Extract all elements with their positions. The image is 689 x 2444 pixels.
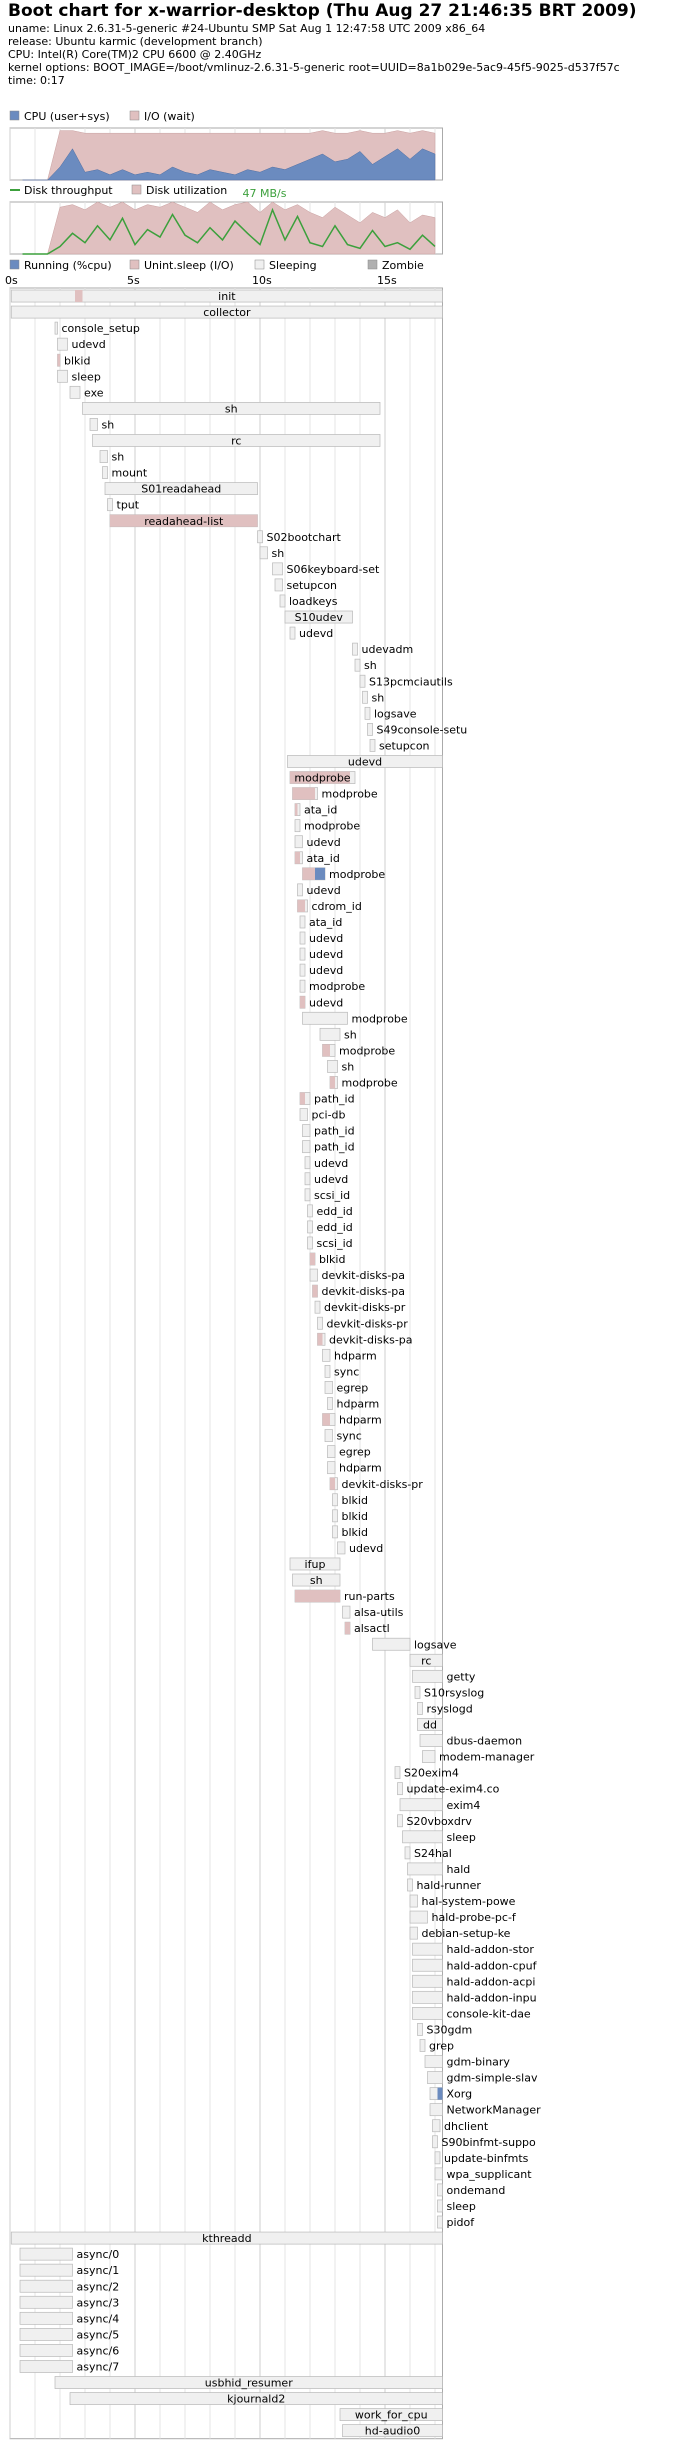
process-bar (413, 1943, 443, 1955)
process-bar (333, 1526, 338, 1538)
process-label: exe (84, 386, 104, 400)
process-label: edd_id (316, 1204, 353, 1218)
process-label: udevd (347, 755, 383, 769)
process-label: exim4 (446, 1798, 481, 1812)
process-bar (413, 2007, 443, 2019)
process-bar (90, 418, 98, 430)
process-bar (290, 627, 295, 639)
process-bar (300, 932, 305, 944)
process-label: kjournald2 (227, 2392, 286, 2406)
process-label: tput (116, 498, 140, 512)
process-bar (20, 2264, 73, 2276)
process-label: devkit-disks-pa (329, 1333, 413, 1347)
process-bar (318, 1317, 323, 1329)
process-io-segment (300, 1093, 305, 1105)
process-label: modprobe (294, 771, 351, 785)
process-label: grep (429, 2039, 455, 2053)
legend-sleeping-swatch (255, 260, 264, 269)
process-label: S49console-setu (376, 723, 468, 737)
process-bar (300, 980, 305, 992)
process-bar (398, 1783, 403, 1795)
process-label: modprobe (341, 1076, 398, 1090)
legend-disk-utilization-label: Disk utilization (146, 184, 228, 197)
process-bar (413, 1959, 443, 1971)
uname-line: uname: Linux 2.6.31-5-generic #24-Ubuntu SMP Sat Aug 1 12:47:58 UTC 2009 x86_64 (8, 22, 486, 35)
process-label: S01readahead (141, 482, 222, 496)
process-bar (373, 1638, 411, 1650)
process-label: pidof (446, 2216, 475, 2230)
process-bar (418, 2023, 423, 2035)
process-label: console_setup (61, 322, 140, 336)
process-bar (438, 2200, 443, 2212)
process-bar (433, 2120, 441, 2132)
process-label: S10udev (294, 611, 343, 625)
disk-peak-label: 47 MB/s (242, 187, 287, 200)
process-label: udevd (309, 996, 344, 1010)
process-label: logsave (414, 1638, 457, 1652)
process-bar (338, 1542, 346, 1554)
process-bar (420, 2039, 425, 2051)
process-label: S10rsyslog (424, 1686, 485, 1700)
process-io-segment (293, 788, 316, 800)
process-label: sh (341, 1060, 355, 1074)
process-label: rc (421, 1654, 432, 1668)
release-line: release: Ubuntu karmic (development branch) (8, 35, 263, 48)
process-label: modem-manager (439, 1750, 535, 1764)
process-label: modprobe (304, 819, 361, 833)
process-bar (20, 2280, 73, 2292)
process-label: setupcon (379, 739, 430, 753)
process-io-segment (58, 354, 61, 366)
process-label: cdrom_id (311, 899, 362, 913)
process-bar (420, 1735, 443, 1747)
process-label: modprobe (309, 980, 366, 994)
process-io-segment (303, 868, 316, 880)
process-bar (20, 2360, 73, 2372)
process-bar (425, 2056, 443, 2068)
process-bar (333, 1494, 338, 1506)
process-bar (305, 1173, 310, 1185)
process-label: S13pcmciautils (369, 675, 453, 689)
process-bar (295, 820, 300, 832)
process-label: ondemand (446, 2183, 506, 2197)
process-bar (410, 1895, 418, 1907)
process-bar (418, 1702, 423, 1714)
process-label: async/0 (76, 2248, 120, 2262)
process-bar (108, 499, 113, 511)
process-label: scsi_id (316, 1237, 353, 1250)
process-label: hal-system-powe (421, 1895, 516, 1909)
process-label: devkit-disks-pr (326, 1317, 408, 1331)
process-label: async/6 (76, 2344, 120, 2358)
process-bar (328, 1446, 336, 1458)
process-bar (70, 386, 80, 398)
process-io-segment (323, 1044, 331, 1056)
legend-cpu-swatch (10, 111, 19, 120)
process-io-segment (295, 852, 300, 864)
process-bar (20, 2344, 73, 2356)
process-label: async/3 (76, 2296, 120, 2310)
process-bar (258, 531, 263, 543)
x-tick-label: 5s (127, 274, 140, 287)
legend-uninterruptible-swatch (130, 260, 139, 269)
process-label: hald (446, 1862, 471, 1876)
process-label: readahead-list (144, 514, 224, 528)
process-io-segment (295, 1590, 340, 1602)
process-bar (343, 1606, 351, 1618)
process-io-segment (298, 900, 306, 912)
process-chart-frame (10, 288, 443, 2439)
process-label: egrep (339, 1445, 371, 1459)
process-bar (305, 1157, 310, 1169)
process-bar (308, 1221, 313, 1233)
process-label: devkit-disks-pa (321, 1269, 406, 1283)
process-label: modprobe (329, 867, 386, 881)
process-bar (435, 2152, 440, 2164)
process-bar (355, 659, 360, 671)
legend-zombie-label: Zombie (382, 259, 424, 272)
process-bar (20, 2328, 73, 2340)
process-label: sh (364, 659, 377, 673)
process-bar (408, 1863, 443, 1875)
process-label: path_id (314, 1092, 355, 1106)
process-label: sh (371, 691, 385, 705)
process-label: hald-probe-pc-f (431, 1911, 516, 1925)
process-label: udevd (314, 1156, 349, 1170)
process-label: S20exim4 (404, 1766, 459, 1780)
process-bar (405, 1847, 410, 1859)
process-label: udevd (349, 1541, 384, 1555)
process-label: sleep (446, 1830, 476, 1844)
process-label: S24hal (414, 1846, 452, 1860)
process-bar (295, 836, 303, 848)
process-label: run-parts (344, 1590, 395, 1604)
process-label: kthreadd (202, 2232, 252, 2246)
legend-zombie-swatch (368, 260, 377, 269)
process-bar (58, 338, 68, 350)
process-io-segment (300, 996, 305, 1008)
x-tick-label: 10s (252, 274, 272, 287)
process-label: udevd (309, 948, 344, 962)
process-label: hd-audio0 (364, 2424, 421, 2438)
legend-running-label: Running (%cpu) (24, 259, 112, 272)
process-bar (415, 1686, 420, 1698)
process-label: ata_id (309, 916, 343, 929)
process-bar (280, 595, 285, 607)
process-label: hdparm (339, 1461, 382, 1475)
process-bar (438, 2184, 443, 2196)
process-label: pci-db (311, 1108, 346, 1122)
process-bar (260, 547, 268, 559)
process-bar (300, 916, 305, 928)
process-label: egrep (336, 1381, 369, 1395)
process-label: sh (224, 402, 238, 416)
process-label: rc (231, 434, 242, 448)
process-bar (363, 691, 368, 703)
process-label: mount (111, 466, 148, 480)
process-io-segment (345, 1622, 350, 1634)
process-label: udevadm (361, 643, 414, 657)
process-run-segment (438, 2088, 443, 2100)
process-bar (368, 723, 373, 735)
process-bar (303, 1125, 311, 1137)
process-label: scsi_id (314, 1188, 351, 1202)
process-bar (320, 1028, 340, 1040)
process-label: hald-addon-acpi (446, 1975, 536, 1989)
process-label: rsyslogd (426, 1702, 473, 1716)
process-io-segment (318, 1333, 323, 1345)
process-bar (400, 1799, 443, 1811)
process-label: S20vboxdrv (406, 1814, 472, 1828)
process-label: sleep (71, 370, 101, 384)
cpu-line: CPU: Intel(R) Core(TM)2 CPU 6600 @ 2.40GHz (8, 48, 262, 61)
process-label: hdparm (334, 1349, 377, 1363)
process-label: dbus-daemon (446, 1734, 523, 1748)
process-label: Xorg (446, 2087, 473, 2101)
process-bar (333, 1510, 338, 1522)
process-bar (413, 1670, 443, 1682)
process-label: devkit-disks-pr (341, 1477, 423, 1491)
process-bar (273, 563, 283, 575)
process-bar (300, 948, 305, 960)
process-bar (325, 1381, 333, 1393)
process-bar (100, 451, 108, 463)
legend-uninterruptible-label: Unint.sleep (I/O) (144, 259, 234, 272)
process-label: S06keyboard-set (286, 562, 380, 576)
process-label: gdm-simple-slav (446, 2071, 538, 2085)
process-bar (305, 1189, 310, 1201)
process-label: sh (101, 418, 115, 432)
process-bar (315, 1301, 320, 1313)
process-bar (328, 1462, 336, 1474)
process-run-segment (315, 868, 325, 880)
process-bar (298, 884, 303, 896)
process-bar (300, 1109, 308, 1121)
process-bar (365, 707, 370, 719)
process-label: devkit-disks-pr (324, 1301, 406, 1315)
process-label: modprobe (321, 787, 378, 801)
x-tick-label: 15s (377, 274, 397, 287)
process-bar (300, 964, 305, 976)
process-label: blkid (341, 1509, 368, 1523)
process-bar (55, 322, 58, 334)
process-bar (398, 1815, 403, 1827)
legend-io-wait-swatch (130, 111, 139, 120)
process-bar (328, 1060, 338, 1072)
process-bar (423, 1751, 436, 1763)
process-label: hdparm (339, 1413, 382, 1427)
x-tick-label: 0s (5, 274, 18, 287)
process-label: sh (111, 450, 125, 464)
process-io-segment (330, 1076, 335, 1088)
legend-running-swatch (10, 260, 19, 269)
process-bar (310, 1269, 318, 1281)
process-label: blkid (341, 1493, 368, 1507)
process-label: udevd (309, 932, 344, 946)
legend-cpu-label: CPU (user+sys) (24, 110, 110, 123)
process-label: hald-addon-cpuf (446, 1959, 537, 1973)
process-bar (428, 2072, 443, 2084)
process-bar (403, 1831, 443, 1843)
process-label: hald-addon-stor (446, 1943, 534, 1957)
process-label: hdparm (336, 1397, 380, 1411)
process-label: async/5 (76, 2328, 120, 2342)
process-label: sh (344, 1028, 357, 1042)
process-bar (353, 643, 358, 655)
process-label: edd_id (316, 1220, 353, 1234)
process-label: path_id (314, 1140, 355, 1154)
process-label: dhclient (444, 2119, 489, 2133)
process-io-segment (330, 1478, 335, 1490)
process-label: sh (271, 546, 285, 560)
process-label: loadkeys (289, 595, 338, 608)
process-label: sleep (446, 2200, 476, 2213)
process-label: S90binfmt-suppo (441, 2135, 536, 2149)
process-bar (370, 739, 375, 751)
process-label: update-exim4.co (406, 1782, 500, 1796)
chart-title: Boot chart for x-warrior-desktop (Thu Aug 27 21:46:35 BRT 2009) (8, 1, 637, 21)
process-label: async/1 (76, 2264, 120, 2278)
process-label: udevd (306, 883, 341, 897)
process-label: logsave (374, 707, 417, 721)
process-label: path_id (314, 1124, 355, 1138)
process-label: work_for_cpu (354, 2408, 428, 2422)
process-label: async/2 (76, 2280, 120, 2294)
process-io-segment (75, 290, 83, 302)
process-label: setupcon (286, 578, 338, 592)
process-label: init (218, 290, 236, 304)
legend-disk-throughput-label: Disk throughput (24, 184, 113, 197)
process-label: gdm-binary (446, 2055, 510, 2069)
process-label: modprobe (351, 1012, 408, 1026)
process-io-segment (313, 1285, 318, 1297)
process-bar (103, 467, 108, 479)
process-label: devkit-disks-pa (321, 1285, 406, 1299)
process-label: udevd (309, 964, 344, 978)
process-label: async/7 (76, 2360, 120, 2374)
process-bar (360, 675, 365, 687)
process-label: collector (203, 306, 251, 320)
process-label: udevd (71, 338, 106, 352)
process-label: blkid (319, 1253, 346, 1267)
process-label: async/4 (76, 2312, 120, 2326)
process-label: hald-runner (416, 1879, 481, 1892)
process-label: blkid (341, 1525, 368, 1539)
process-io-segment (310, 1253, 315, 1265)
process-label: console-kit-dae (446, 2007, 531, 2021)
process-bar (20, 2248, 73, 2260)
process-bar (275, 579, 283, 591)
process-label: hald-addon-inpu (446, 1991, 537, 2005)
process-bar (323, 1349, 331, 1361)
process-label: blkid (64, 354, 91, 368)
process-label: usbhid_resumer (204, 2376, 293, 2390)
process-label: debian-setup-ke (421, 1927, 511, 1941)
process-bar (438, 2216, 443, 2228)
process-bar (58, 370, 68, 382)
process-label: update-binfmts (444, 2151, 529, 2165)
process-bar (308, 1205, 313, 1217)
process-label: alsa-utils (354, 1606, 404, 1620)
process-bar (325, 1430, 333, 1442)
kernel-options-line: kernel options: BOOT_IMAGE=/boot/vmlinuz-2.6.31-5-generic root=UUID=8a1b029e-5ac9-45f5-9025-d537f57c (8, 61, 620, 74)
process-bar (408, 1879, 413, 1891)
legend-io-wait-label: I/O (wait) (144, 110, 195, 123)
process-bar (303, 1141, 311, 1153)
process-label: getty (446, 1670, 476, 1684)
process-label: S02bootchart (266, 530, 341, 544)
process-bar (413, 1975, 443, 1987)
process-bar (430, 2104, 443, 2116)
process-label: sync (336, 1429, 362, 1443)
process-label: dd (423, 1718, 437, 1732)
legend-sleeping-label: Sleeping (269, 259, 317, 272)
process-label: udevd (306, 835, 341, 849)
process-bar (435, 2168, 443, 2180)
process-bar (410, 1927, 418, 1939)
process-label: modprobe (339, 1044, 396, 1058)
process-label: udevd (314, 1172, 349, 1186)
process-io-segment (323, 1414, 331, 1426)
process-label: ata_id (304, 803, 338, 817)
process-label: ifup (304, 1558, 326, 1571)
process-label: udevd (299, 627, 334, 641)
process-bar (328, 1397, 333, 1409)
process-bar (20, 2312, 73, 2324)
process-label: NetworkManager (446, 2103, 541, 2117)
process-bar (410, 1911, 428, 1923)
legend-disk-utilization-swatch (132, 185, 141, 194)
process-bar (308, 1237, 313, 1249)
process-bar (325, 1365, 330, 1377)
process-label: S30gdm (426, 2023, 473, 2037)
process-bar (20, 2296, 73, 2308)
process-bar (413, 1991, 443, 2003)
process-label: ata_id (306, 851, 340, 865)
process-label: alsactl (354, 1622, 390, 1636)
process-label: sh (309, 1574, 323, 1588)
process-bar (395, 1767, 400, 1779)
process-bar (433, 2136, 438, 2148)
boot-time-line: time: 0:17 (8, 74, 65, 87)
process-label: wpa_supplicant (446, 2167, 532, 2181)
process-bar (303, 1012, 348, 1024)
process-io-segment (295, 804, 298, 816)
process-label: sync (334, 1365, 360, 1379)
